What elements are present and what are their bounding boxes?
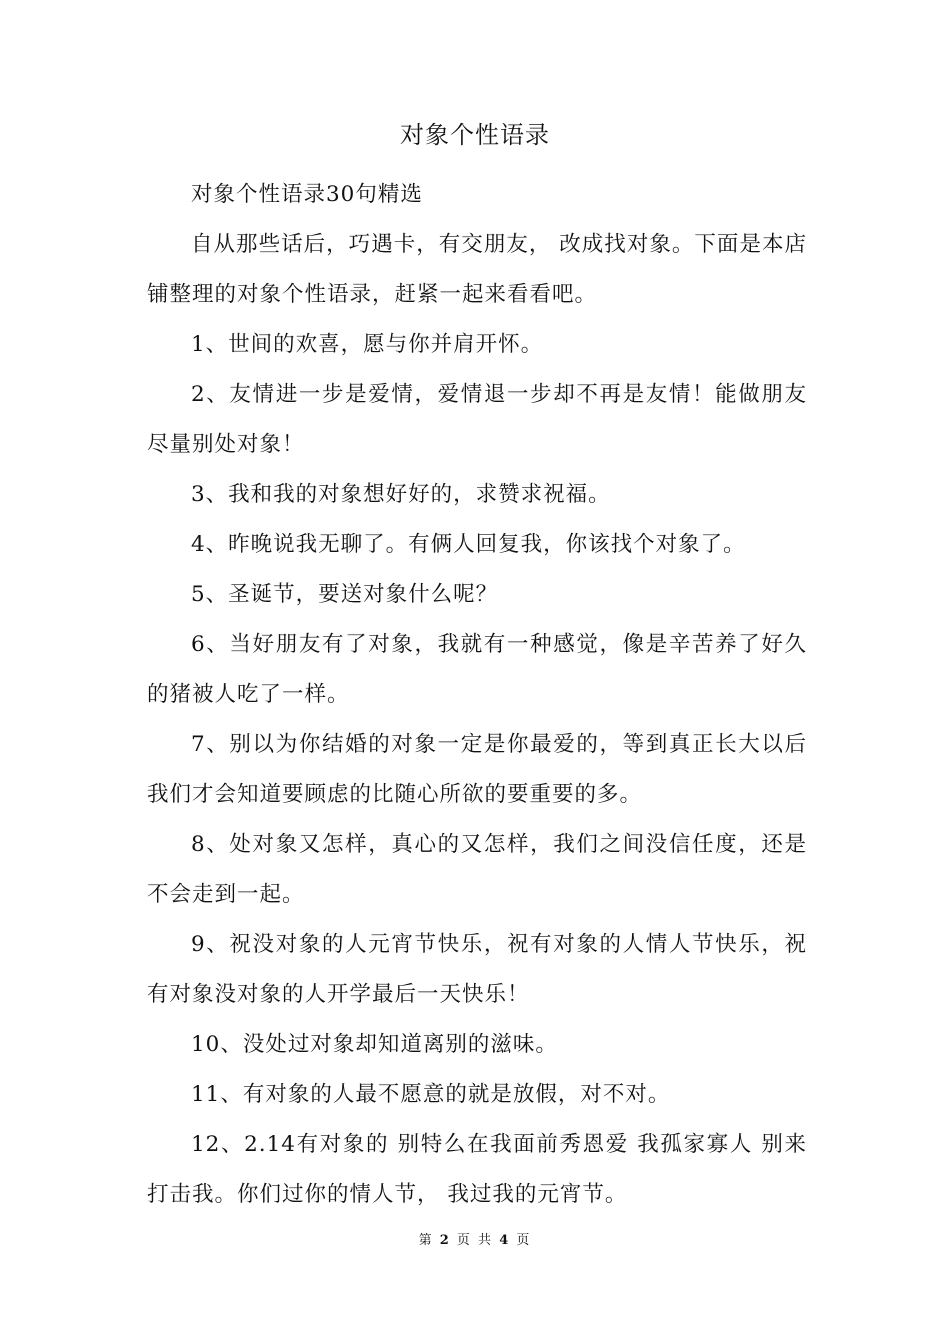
list-item: 6、当好朋友有了对象，我就有一种感觉，像是辛苦养了好久的猪被人吃了一样。 <box>147 632 807 707</box>
document-body <box>147 170 807 1220</box>
footer-suffix: 页 <box>516 1233 532 1248</box>
list-item: 7、别以为你结婚的对象一定是你最爱的，等到真正长大以后我们才会知道要顾虑的比随心所欲的要重要的多。 <box>147 732 807 807</box>
list-item: 3、我和我的对象想好好的，求赞求祝福。 <box>191 482 611 507</box>
list-item: 1、世间的欢喜，愿与你并肩开怀。 <box>191 332 544 357</box>
footer-middle: 页 共 <box>456 1233 494 1248</box>
list-item: 5、圣诞节，要送对象什么呢？ <box>191 582 499 607</box>
list-item: 9、祝没对象的人元宵节快乐，祝有对象的人情人节快乐，祝有对象没对象的人开学最后一天快乐！ <box>147 932 807 1007</box>
list-item: 11、有对象的人最不愿意的就是放假，对不对。 <box>191 1082 671 1107</box>
list-item: 2、友情进一步是爱情，爱情退一步却不再是友情！能做朋友尽量别处对象！ <box>147 382 807 457</box>
intro-paragraph: 自从那些话后，巧遇卡，有交朋友， 改成找对象。下面是本店铺整理的对象个性语录，赶紧一起来看看吧。 <box>147 232 807 307</box>
list-item: 8、处对象又怎样，真心的又怎样，我们之间没信任度，还是不会走到一起。 <box>147 832 807 907</box>
footer-prefix: 第 <box>418 1233 434 1248</box>
list-item: 12、2.14有对象的 别特么在我面前秀恩爱 我孤家寡人 别来打击我。你们过你的情人节， 我过我的元宵节。 <box>147 1132 807 1207</box>
subtitle-paragraph: 对象个性语录30句精选 <box>191 182 423 207</box>
footer-page-number: 2 <box>439 1233 451 1248</box>
list-item: 4、昨晚说我无聊了。有俩人回复我，你该找个对象了。 <box>191 532 746 557</box>
list-item: 10、没处过对象却知道离别的滋味。 <box>191 1032 558 1057</box>
page-footer <box>0 1231 950 1251</box>
document-title: 对象个性语录 <box>400 121 550 149</box>
footer-total-pages: 4 <box>499 1233 511 1248</box>
